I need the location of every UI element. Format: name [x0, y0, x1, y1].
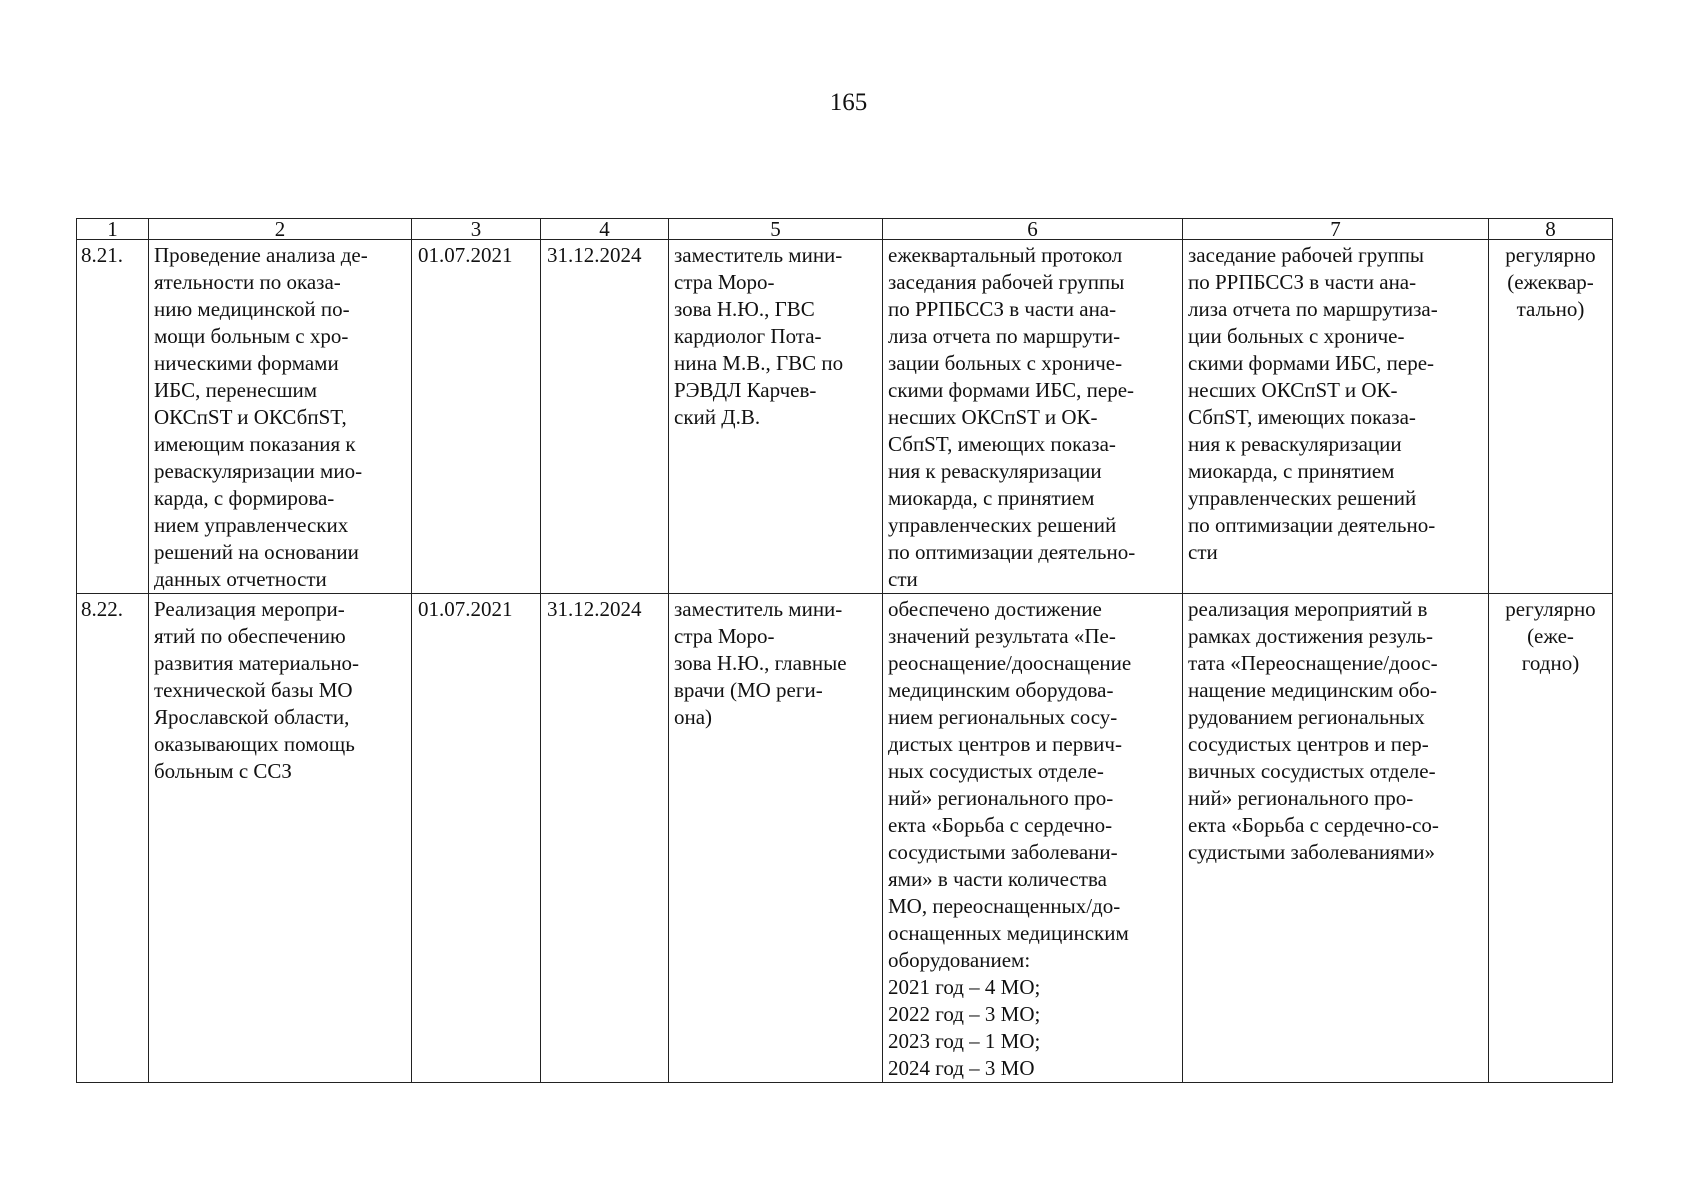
end-date: 31.12.2024	[541, 594, 669, 1083]
start-date: 01.07.2021	[412, 594, 541, 1083]
table-row	[77, 240, 1613, 594]
start-date: 01.07.2021	[412, 240, 541, 594]
frequency: регулярно (еже- годно)	[1489, 594, 1613, 1083]
column-header-8: 8	[1489, 219, 1613, 240]
control-indicator: реализация мероприятий в рамках достижения резуль- тата «Переоснащение/доос- нащение медицинским обо- рудованием региональных сосудистых центров и пер- вичных сосудистых отделе- ний» регионального про- екта «Борьба с сердечно-со- судистыми заболеваниями»	[1183, 594, 1489, 1083]
row-number: 8.21.	[77, 240, 149, 594]
column-header-4: 4	[541, 219, 669, 240]
table-row	[77, 594, 1613, 1083]
responsible-persons: заместитель мини- стра Моро- зова Н.Ю., главные врачи (МО реги- она)	[669, 594, 883, 1083]
column-header-3: 3	[412, 219, 541, 240]
expected-result: обеспечено достижение значений результата «Пе- реоснащение/дооснащение медицинским оборудова- нием региональных сосу- дистых центров и первич- ных сосудистых отделе- ний» регионального про- екта «Борьба с сердечно- сосудистыми заболевани- ями» в части количества МО, переоснащенных/до- оснащенных медицинским оборудованием: 2021 год – 4 МО; 2022 год – 3 МО; 2023 год – 1 МО; 2024 год – 3 МО	[883, 594, 1183, 1083]
expected-result: ежеквартальный протокол заседания рабочей группы по РРПБССЗ в части ана- лиза отчета по маршрути- зации больных с хрониче- скими формами ИБС, пере- несших ОКСпST и ОК- СбпST, имеющих показа- ния к реваскуляризации миокарда, с принятием управленческих решений по оптимизации деятельно- сти	[883, 240, 1183, 594]
measure-description: Проведение анализа де- ятельности по оказа- нию медицинской по- мощи больным с хро- ническими формами ИБС, перенесшим ОКСпST и ОКСбпST, имеющим показания к реваскуляризации мио- карда, с формирова- нием управленческих решений на основании данных отчетности	[149, 240, 412, 594]
control-indicator: заседание рабочей группы по РРПБССЗ в части ана- лиза отчета по маршрутиза- ции больных с хрониче- скими формами ИБС, пере- несших ОКСпST и ОК- СбпST, имеющих показа- ния к реваскуляризации миокарда, с принятием управленческих решений по оптимизации деятельно- сти	[1183, 240, 1489, 594]
measures-table	[76, 218, 1613, 1083]
responsible-persons: заместитель мини- стра Моро- зова Н.Ю., ГВС кардиолог Пота- нина М.В., ГВС по РЭВДЛ Карчев- ский Д.В.	[669, 240, 883, 594]
page-number: 165	[829, 89, 868, 116]
column-header-2: 2	[149, 219, 412, 240]
column-header-7: 7	[1183, 219, 1489, 240]
column-header-5: 5	[669, 219, 883, 240]
column-header-6: 6	[883, 219, 1183, 240]
column-header-1: 1	[77, 219, 149, 240]
measure-description: Реализация меропри- ятий по обеспечению развития материально- технической базы МО Ярославской области, оказывающих помощь больным с ССЗ	[149, 594, 412, 1083]
frequency: регулярно (ежеквар- тально)	[1489, 240, 1613, 594]
column-number-row	[77, 219, 1613, 240]
row-number: 8.22.	[77, 594, 149, 1083]
end-date: 31.12.2024	[541, 240, 669, 594]
